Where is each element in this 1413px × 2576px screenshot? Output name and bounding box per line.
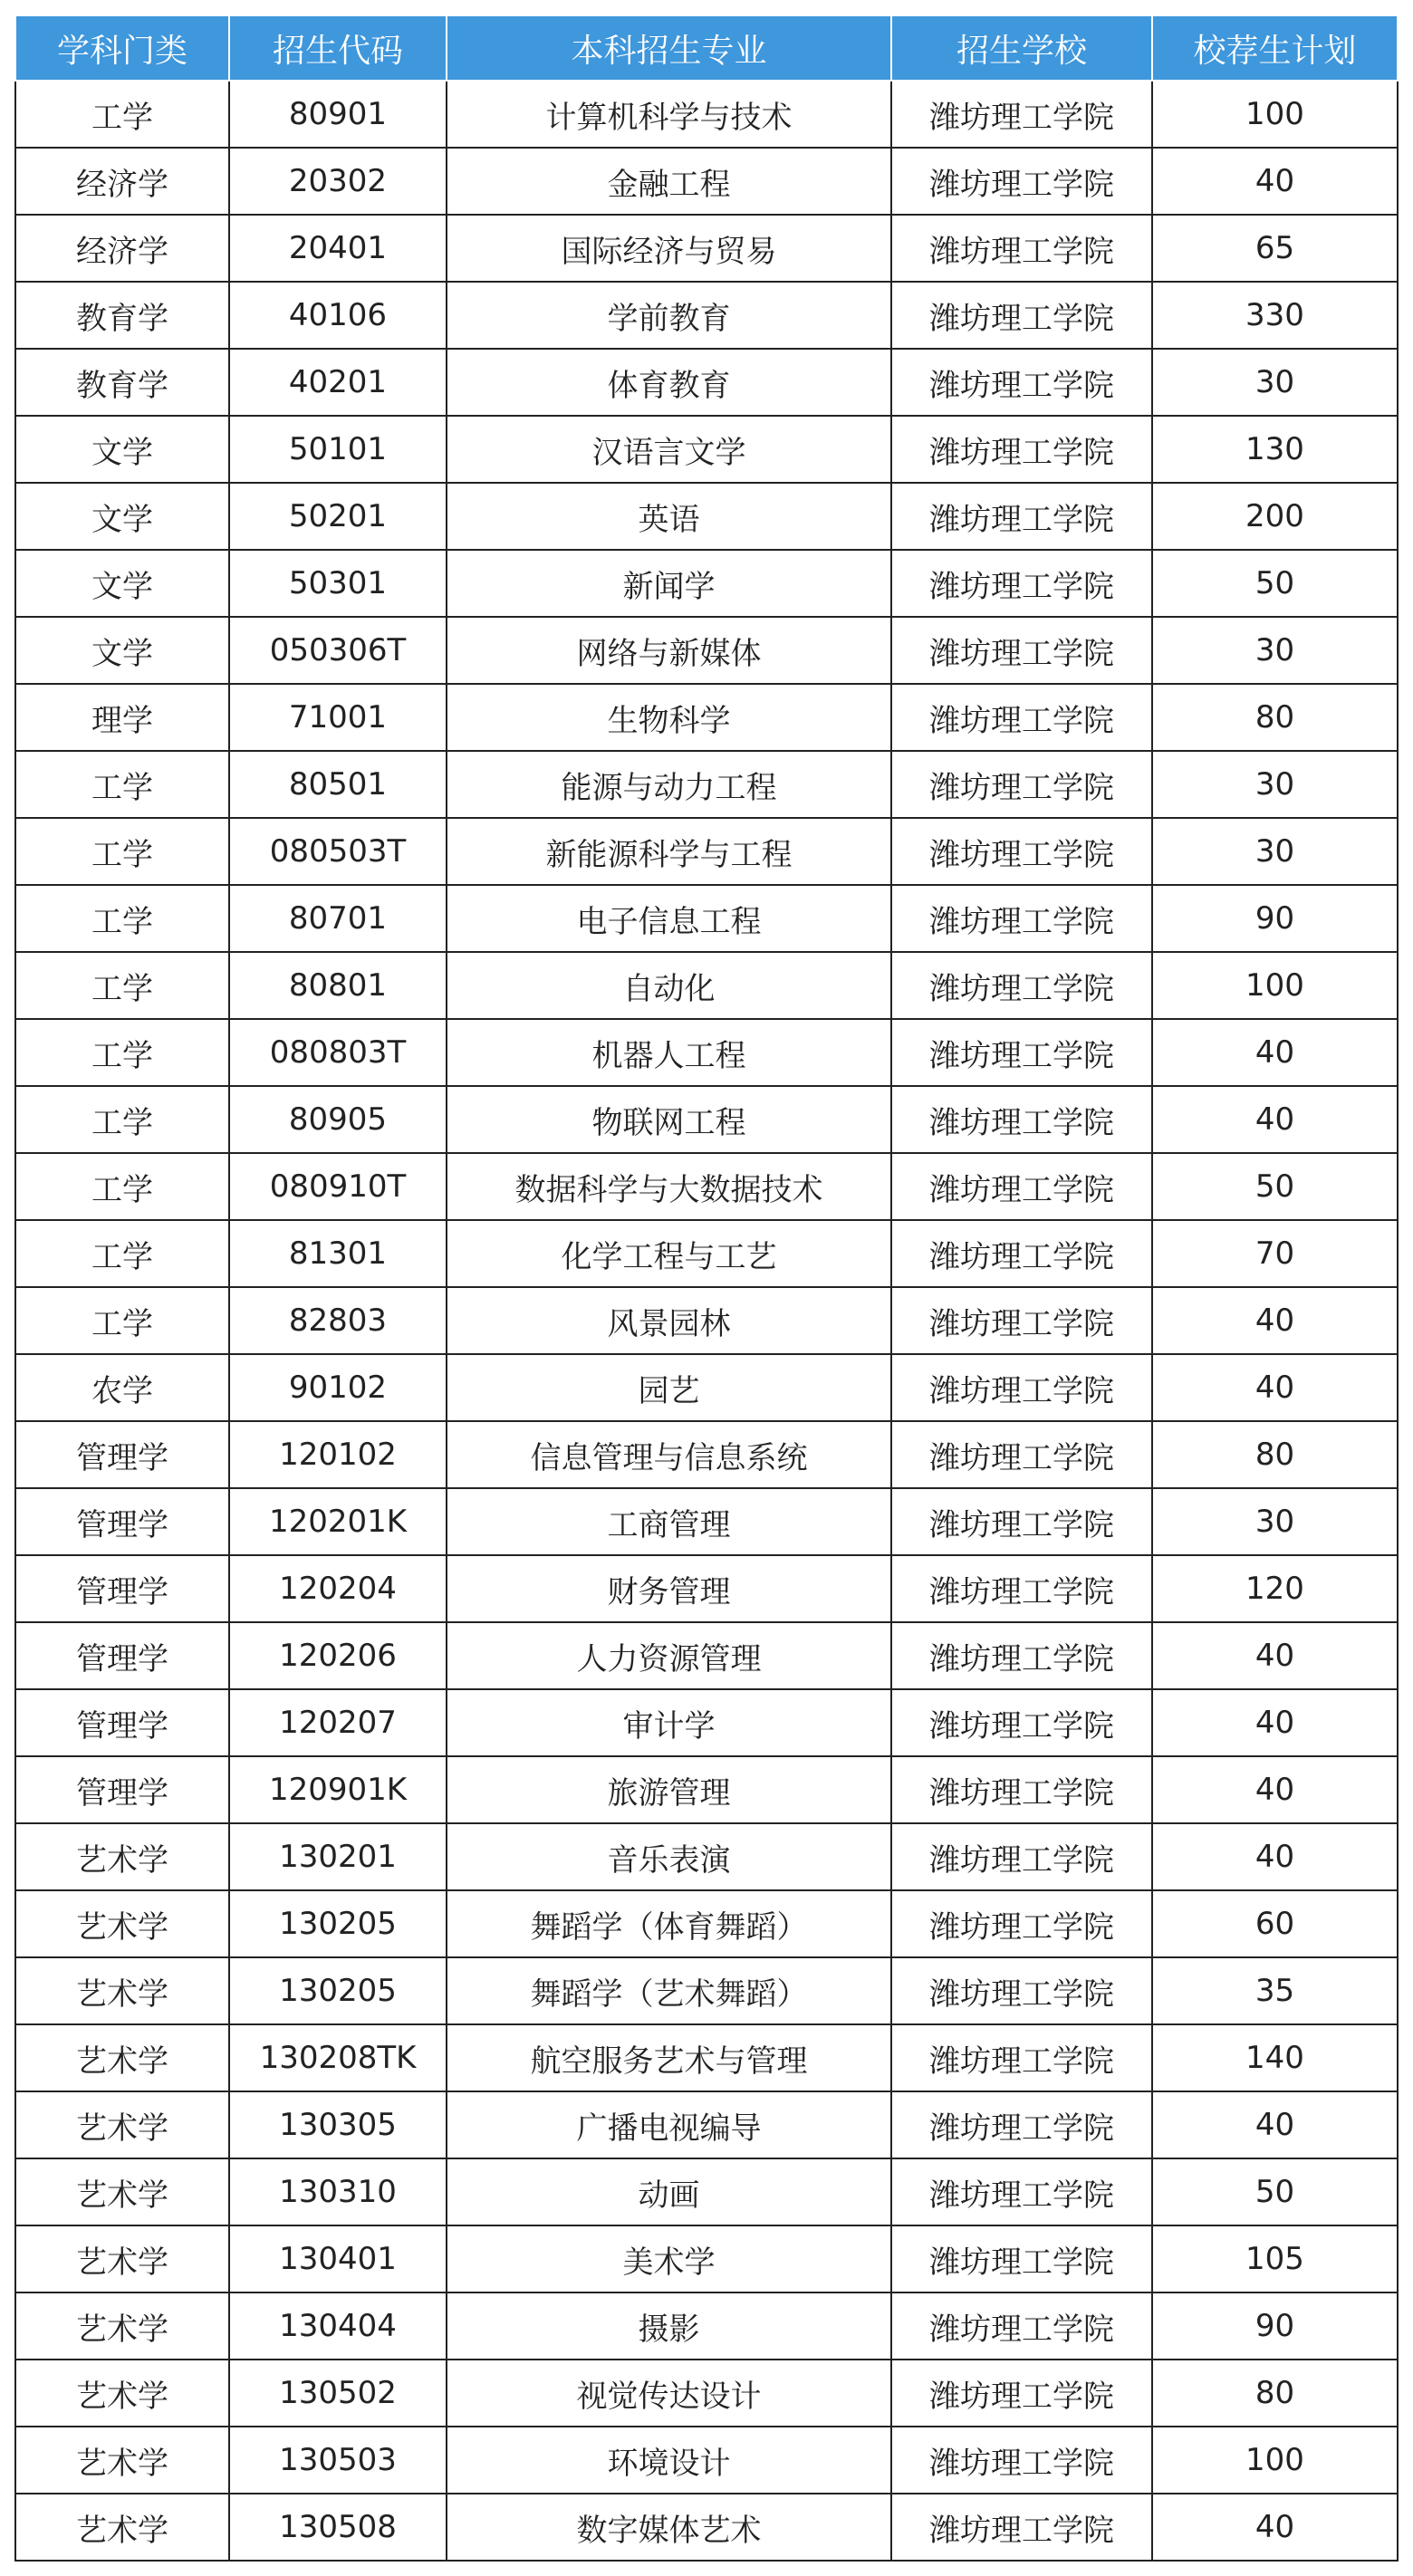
cell-discipline: 理学 [15,684,229,751]
table-row [15,1287,1398,1354]
cell-code: 40106 [229,282,447,349]
cell-discipline: 工学 [15,1019,229,1086]
cell-code: 080910T [229,1153,447,1220]
cell-code: 82803 [229,1287,447,1354]
cell-code: 120207 [229,1689,447,1756]
cell-major: 人力资源管理 [447,1622,891,1689]
cell-school: 潍坊理工学院 [891,2225,1152,2292]
cell-plan: 65 [1152,215,1398,282]
cell-code: 130205 [229,1957,447,2024]
cell-major: 数字媒体艺术 [447,2494,891,2561]
cell-major: 工商管理 [447,1488,891,1555]
cell-plan: 40 [1152,1019,1398,1086]
cell-discipline: 艺术学 [15,2360,229,2427]
cell-major: 电子信息工程 [447,885,891,952]
cell-code: 20401 [229,215,447,282]
cell-plan: 100 [1152,952,1398,1019]
cell-school: 潍坊理工学院 [891,282,1152,349]
cell-discipline: 教育学 [15,349,229,416]
cell-code: 80801 [229,952,447,1019]
table-row [15,1689,1398,1756]
cell-discipline: 工学 [15,1086,229,1153]
header-discipline: 学科门类 [15,15,229,81]
cell-plan: 40 [1152,1823,1398,1890]
table-row [15,416,1398,483]
cell-plan: 90 [1152,885,1398,952]
table-row [15,818,1398,885]
table-row [15,483,1398,550]
cell-school: 潍坊理工学院 [891,1689,1152,1756]
cell-plan: 40 [1152,2494,1398,2561]
cell-code: 120901K [229,1756,447,1823]
cell-plan: 40 [1152,2091,1398,2158]
cell-code: 71001 [229,684,447,751]
cell-plan: 40 [1152,148,1398,215]
cell-code: 080803T [229,1019,447,1086]
cell-major: 信息管理与信息系统 [447,1421,891,1488]
cell-plan: 80 [1152,2360,1398,2427]
cell-school: 潍坊理工学院 [891,483,1152,550]
table-row [15,2427,1398,2494]
cell-plan: 90 [1152,2292,1398,2360]
table-body [15,81,1398,2561]
cell-plan: 30 [1152,617,1398,684]
cell-plan: 50 [1152,1153,1398,1220]
cell-school: 潍坊理工学院 [891,1622,1152,1689]
cell-plan: 200 [1152,483,1398,550]
table-row [15,2225,1398,2292]
table-row [15,1555,1398,1622]
cell-plan: 50 [1152,550,1398,617]
cell-code: 50301 [229,550,447,617]
cell-school: 潍坊理工学院 [891,751,1152,818]
cell-school: 潍坊理工学院 [891,684,1152,751]
cell-discipline: 工学 [15,81,229,148]
cell-discipline: 经济学 [15,148,229,215]
cell-code: 50101 [229,416,447,483]
cell-plan: 70 [1152,1220,1398,1287]
cell-code: 130404 [229,2292,447,2360]
cell-code: 120206 [229,1622,447,1689]
cell-major: 英语 [447,483,891,550]
cell-school: 潍坊理工学院 [891,1354,1152,1421]
cell-discipline: 工学 [15,952,229,1019]
table-row [15,1220,1398,1287]
cell-plan: 100 [1152,2427,1398,2494]
cell-discipline: 管理学 [15,1689,229,1756]
cell-discipline: 工学 [15,751,229,818]
cell-code: 20302 [229,148,447,215]
cell-code: 080503T [229,818,447,885]
cell-major: 音乐表演 [447,1823,891,1890]
cell-major: 视觉传达设计 [447,2360,891,2427]
cell-code: 50201 [229,483,447,550]
header-school: 招生学校 [891,15,1152,81]
cell-major: 机器人工程 [447,1019,891,1086]
table-row [15,282,1398,349]
cell-discipline: 艺术学 [15,2427,229,2494]
table-row [15,2091,1398,2158]
cell-school: 潍坊理工学院 [891,2360,1152,2427]
cell-major: 计算机科学与技术 [447,81,891,148]
cell-discipline: 文学 [15,416,229,483]
cell-plan: 30 [1152,349,1398,416]
cell-major: 新闻学 [447,550,891,617]
cell-discipline: 艺术学 [15,2494,229,2561]
cell-discipline: 艺术学 [15,2225,229,2292]
cell-code: 130401 [229,2225,447,2292]
cell-discipline: 工学 [15,1287,229,1354]
table-row [15,1153,1398,1220]
cell-discipline: 艺术学 [15,1957,229,2024]
cell-school: 潍坊理工学院 [891,818,1152,885]
cell-code: 130503 [229,2427,447,2494]
cell-plan: 140 [1152,2024,1398,2091]
cell-code: 130508 [229,2494,447,2561]
cell-code: 80901 [229,81,447,148]
cell-plan: 40 [1152,1622,1398,1689]
table-row [15,1823,1398,1890]
cell-discipline: 管理学 [15,1555,229,1622]
cell-discipline: 工学 [15,1153,229,1220]
cell-plan: 60 [1152,1890,1398,1957]
cell-school: 潍坊理工学院 [891,349,1152,416]
cell-school: 潍坊理工学院 [891,617,1152,684]
cell-major: 新能源科学与工程 [447,818,891,885]
cell-school: 潍坊理工学院 [891,1555,1152,1622]
cell-school: 潍坊理工学院 [891,1287,1152,1354]
cell-plan: 30 [1152,751,1398,818]
cell-discipline: 农学 [15,1354,229,1421]
table-row [15,148,1398,215]
cell-plan: 40 [1152,1086,1398,1153]
cell-code: 050306T [229,617,447,684]
cell-plan: 30 [1152,1488,1398,1555]
cell-major: 财务管理 [447,1555,891,1622]
table-row [15,215,1398,282]
cell-school: 潍坊理工学院 [891,2158,1152,2225]
table-row [15,2024,1398,2091]
cell-school: 潍坊理工学院 [891,1756,1152,1823]
cell-discipline: 文学 [15,550,229,617]
cell-major: 摄影 [447,2292,891,2360]
cell-major: 生物科学 [447,684,891,751]
cell-school: 潍坊理工学院 [891,885,1152,952]
cell-school: 潍坊理工学院 [891,952,1152,1019]
cell-school: 潍坊理工学院 [891,81,1152,148]
cell-code: 90102 [229,1354,447,1421]
cell-plan: 80 [1152,684,1398,751]
cell-major: 金融工程 [447,148,891,215]
cell-major: 体育教育 [447,349,891,416]
cell-school: 潍坊理工学院 [891,2292,1152,2360]
cell-school: 潍坊理工学院 [891,2427,1152,2494]
cell-discipline: 经济学 [15,215,229,282]
cell-plan: 130 [1152,416,1398,483]
cell-school: 潍坊理工学院 [891,1823,1152,1890]
table-row [15,1354,1398,1421]
cell-code: 130502 [229,2360,447,2427]
cell-discipline: 管理学 [15,1421,229,1488]
cell-code: 120204 [229,1555,447,1622]
cell-discipline: 艺术学 [15,2292,229,2360]
cell-code: 80905 [229,1086,447,1153]
cell-code: 80701 [229,885,447,952]
cell-discipline: 管理学 [15,1488,229,1555]
cell-school: 潍坊理工学院 [891,2024,1152,2091]
cell-discipline: 教育学 [15,282,229,349]
cell-plan: 40 [1152,1756,1398,1823]
cell-code: 130208TK [229,2024,447,2091]
cell-discipline: 文学 [15,617,229,684]
table-row [15,1421,1398,1488]
cell-major: 舞蹈学（体育舞蹈） [447,1890,891,1957]
cell-major: 国际经济与贸易 [447,215,891,282]
cell-plan: 35 [1152,1957,1398,2024]
cell-school: 潍坊理工学院 [891,2494,1152,2561]
cell-major: 数据科学与大数据技术 [447,1153,891,1220]
table-row [15,1756,1398,1823]
cell-plan: 330 [1152,282,1398,349]
cell-discipline: 艺术学 [15,2024,229,2091]
table-row [15,1957,1398,2024]
table-row [15,1622,1398,1689]
cell-major: 学前教育 [447,282,891,349]
cell-discipline: 管理学 [15,1622,229,1689]
cell-plan: 30 [1152,818,1398,885]
cell-code: 130305 [229,2091,447,2158]
table-row [15,684,1398,751]
cell-code: 120102 [229,1421,447,1488]
cell-major: 美术学 [447,2225,891,2292]
cell-school: 潍坊理工学院 [891,215,1152,282]
cell-plan: 100 [1152,81,1398,148]
table-row [15,1019,1398,1086]
enrollment-plan-table-container [14,14,1397,2562]
cell-major: 汉语言文学 [447,416,891,483]
cell-school: 潍坊理工学院 [891,1488,1152,1555]
cell-discipline: 文学 [15,483,229,550]
cell-major: 化学工程与工艺 [447,1220,891,1287]
cell-plan: 40 [1152,1287,1398,1354]
table-row [15,2494,1398,2561]
cell-major: 旅游管理 [447,1756,891,1823]
cell-school: 潍坊理工学院 [891,148,1152,215]
header-major: 本科招生专业 [447,15,891,81]
cell-major: 环境设计 [447,2427,891,2494]
cell-discipline: 艺术学 [15,1890,229,1957]
table-row [15,617,1398,684]
table-row [15,2158,1398,2225]
cell-code: 40201 [229,349,447,416]
table-row [15,751,1398,818]
cell-plan: 105 [1152,2225,1398,2292]
cell-discipline: 工学 [15,818,229,885]
cell-major: 广播电视编导 [447,2091,891,2158]
table-row [15,550,1398,617]
cell-discipline: 艺术学 [15,1823,229,1890]
cell-school: 潍坊理工学院 [891,416,1152,483]
cell-school: 潍坊理工学院 [891,1890,1152,1957]
cell-code: 130310 [229,2158,447,2225]
cell-school: 潍坊理工学院 [891,1086,1152,1153]
table-row [15,952,1398,1019]
table-row [15,1488,1398,1555]
cell-code: 81301 [229,1220,447,1287]
cell-school: 潍坊理工学院 [891,1220,1152,1287]
cell-discipline: 管理学 [15,1756,229,1823]
cell-major: 风景园林 [447,1287,891,1354]
cell-major: 动画 [447,2158,891,2225]
cell-plan: 50 [1152,2158,1398,2225]
cell-discipline: 工学 [15,885,229,952]
table-header [15,15,1398,81]
header-code: 招生代码 [229,15,447,81]
table-row [15,1086,1398,1153]
cell-plan: 120 [1152,1555,1398,1622]
table-row [15,81,1398,148]
table-row [15,349,1398,416]
table-row [15,2292,1398,2360]
cell-school: 潍坊理工学院 [891,2091,1152,2158]
cell-plan: 40 [1152,1354,1398,1421]
cell-code: 130201 [229,1823,447,1890]
cell-major: 舞蹈学（艺术舞蹈） [447,1957,891,2024]
table-row [15,885,1398,952]
cell-school: 潍坊理工学院 [891,1019,1152,1086]
cell-school: 潍坊理工学院 [891,550,1152,617]
table-row [15,1890,1398,1957]
cell-school: 潍坊理工学院 [891,1421,1152,1488]
enrollment-plan-table [14,14,1399,2562]
cell-major: 自动化 [447,952,891,1019]
cell-code: 80501 [229,751,447,818]
cell-discipline: 艺术学 [15,2091,229,2158]
cell-major: 园艺 [447,1354,891,1421]
cell-major: 物联网工程 [447,1086,891,1153]
cell-major: 网络与新媒体 [447,617,891,684]
table-row [15,2360,1398,2427]
cell-discipline: 工学 [15,1220,229,1287]
cell-plan: 40 [1152,1689,1398,1756]
cell-major: 航空服务艺术与管理 [447,2024,891,2091]
header-plan: 校荐生计划 [1152,15,1398,81]
cell-school: 潍坊理工学院 [891,1153,1152,1220]
cell-discipline: 艺术学 [15,2158,229,2225]
header-row [15,15,1398,81]
cell-major: 审计学 [447,1689,891,1756]
cell-school: 潍坊理工学院 [891,1957,1152,2024]
cell-plan: 80 [1152,1421,1398,1488]
cell-major: 能源与动力工程 [447,751,891,818]
cell-code: 120201K [229,1488,447,1555]
cell-code: 130205 [229,1890,447,1957]
